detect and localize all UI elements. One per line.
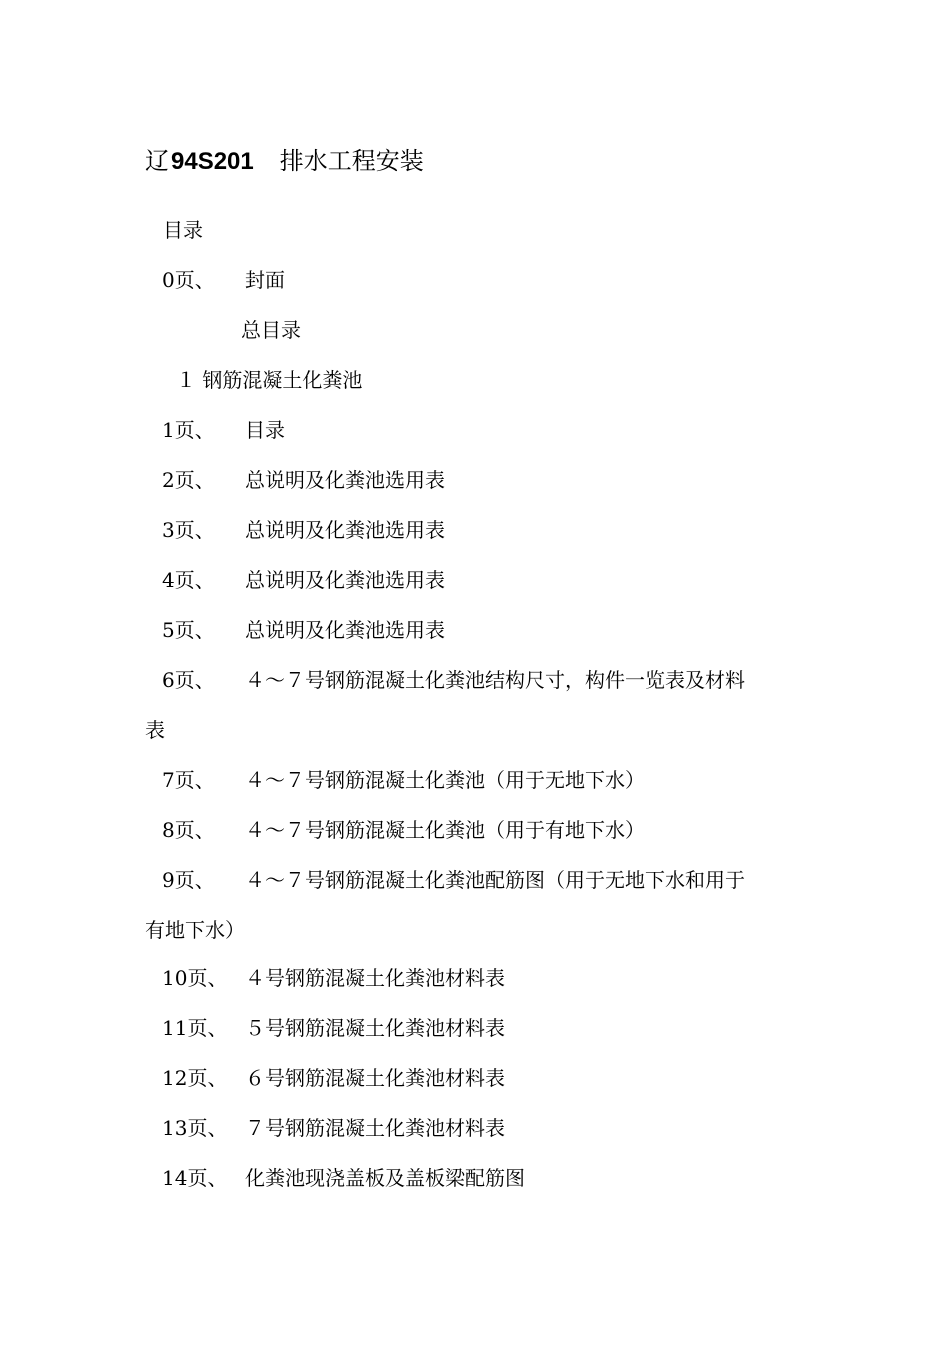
entry-description: ４号钢筋混凝土化粪池材料表: [245, 966, 505, 990]
toc-entry: [162, 1164, 525, 1192]
title-code: 94S201: [171, 148, 254, 175]
toc-heading: 目录: [163, 218, 203, 242]
entry-description: ４～７号钢筋混凝土化粪池结构尺寸，构件一览表及材料: [245, 668, 745, 692]
entry-description: 封面: [245, 268, 285, 292]
entry-description: 总说明及化粪池选用表: [245, 468, 445, 492]
section-heading: １ 钢筋混凝土化粪池: [176, 368, 363, 392]
toc-entry: [162, 1064, 505, 1092]
entry-page-number: 9页、: [162, 868, 215, 892]
toc-entry: [162, 1014, 505, 1042]
entry-description: ５号钢筋混凝土化粪池材料表: [245, 1016, 505, 1040]
entry-page-number: 2页、: [162, 468, 215, 492]
entry-page-number: 5页、: [162, 618, 215, 642]
entry-description: 化粪池现浇盖板及盖板梁配筋图: [245, 1166, 525, 1190]
entry-page-number: 14页、: [162, 1166, 228, 1190]
entry-description-continuation: 表: [145, 718, 165, 742]
entry-description: 总说明及化粪池选用表: [245, 568, 445, 592]
entry-description: 总说明及化粪池选用表: [245, 618, 445, 642]
toc-entry: [162, 766, 645, 794]
entry-description-continuation: 有地下水）: [145, 918, 245, 942]
entry-page-number: 0页、: [162, 268, 215, 292]
entry-description: ６号钢筋混凝土化粪池材料表: [245, 1066, 505, 1090]
toc-entry: [162, 566, 445, 594]
toc-entry: [162, 964, 505, 992]
entry-page-number: 11页、: [162, 1016, 228, 1040]
general-toc-label: 总目录: [241, 318, 301, 342]
entry-page-number: 3页、: [162, 518, 215, 542]
document-title: [145, 143, 424, 180]
entry-description: ７号钢筋混凝土化粪池材料表: [245, 1116, 505, 1140]
toc-entry: [162, 416, 285, 444]
entry-page-number: 10页、: [162, 966, 228, 990]
entry-page-number: 13页、: [162, 1116, 228, 1140]
entry-page-number: 12页、: [162, 1066, 228, 1090]
entry-page-number: 1页、: [162, 418, 215, 442]
entry-page-number: 8页、: [162, 818, 215, 842]
entry-page-number: 4页、: [162, 568, 215, 592]
toc-entry: [162, 466, 445, 494]
toc-entry: [162, 866, 745, 894]
title-name: 排水工程安装: [279, 147, 424, 175]
entry-page-number: 7页、: [162, 768, 215, 792]
toc-entry: [162, 666, 745, 694]
entry-description: ４～７号钢筋混凝土化粪池（用于无地下水）: [245, 768, 645, 792]
entry-description: ４～７号钢筋混凝土化粪池（用于有地下水）: [245, 818, 645, 842]
entry-page-number: 6页、: [162, 668, 215, 692]
entry-description: ４～７号钢筋混凝土化粪池配筋图（用于无地下水和用于: [245, 868, 745, 892]
toc-entry-cover: [162, 266, 285, 294]
entry-description: 目录: [245, 418, 285, 442]
toc-entry: [162, 616, 445, 644]
toc-entry: [162, 816, 645, 844]
entry-description: 总说明及化粪池选用表: [245, 518, 445, 542]
toc-entry: [162, 1114, 505, 1142]
toc-entry: [162, 516, 445, 544]
title-prefix: 辽: [145, 147, 169, 175]
